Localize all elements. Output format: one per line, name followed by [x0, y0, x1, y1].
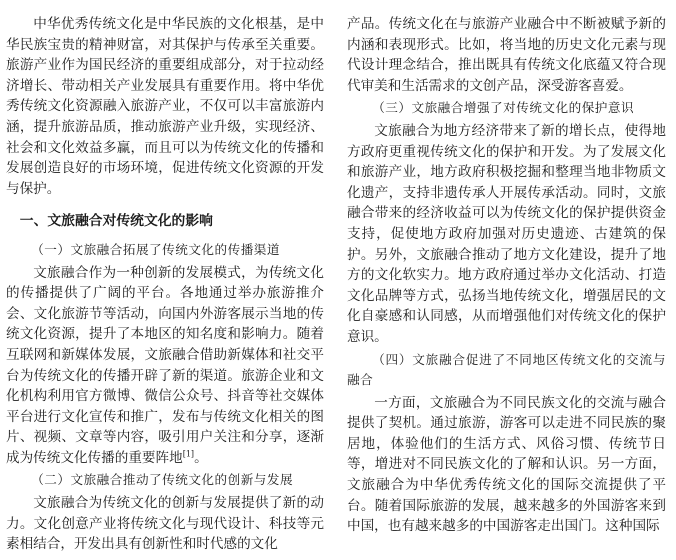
left-column — [6, 14, 324, 555]
paragraph-innovation: 文旅融合为传统文化的创新与发展提供了新的动力。文化创意产业将传统文化与现代设计、科技等元素相结合，开发出具有创新性和时代感的文化 — [6, 495, 324, 553]
right-column — [347, 14, 666, 537]
subsection-title-4: （四）文旅融合促进了不同地区传统文化的交流与融合 — [347, 351, 666, 388]
paragraph-dissemination — [6, 263, 324, 469]
subsection-title-3: （三）文旅融合增强了对传统文化的保护意识 — [372, 100, 635, 116]
subsection-title-2: （二）文旅融合推动了传统文化的创新与发展 — [31, 472, 294, 488]
subsection-title-1: （一）文旅融合拓展了传统文化的传播渠道 — [31, 241, 280, 257]
paragraph-protection: 文旅融合为地方经济带来了新的增长点，使得地方政府更重视传统文化的保护和开发。为了发展文化和旅游产业，地方政府积极挖掘和整理当地非物质文化遗产，支持非遗传承人开展传承活动。同时，文旅融合带来的经济收益可以为传统文化的保护提供资金支持，促使地方政府加强对历史遗迹、古建筑的保护。另外，文旅融合推动了地方文化建设，提升了地方的文化软实力。地方政府通过举办文化活动、打造文化品牌等方式，弘扬当地传统文化，增强居民的文化自豪感和认同感，从而增强他们对传统文化的保护意识。 — [347, 122, 666, 345]
paragraph-exchange: 一方面，文旅融合为不同民族文化的交流与融合提供了契机。通过旅游，游客可以走进不同民族的聚居地，体验他们的生活方式、风俗习惯、传统节日等，增进对不同民族文化的了解和认识。另一方面，文旅融合为中华优秀传统文化的国际交流提供了平台。随着国际旅游的发展，越来越多的外国游客来到中国，也有越来越多的中国游客走出国门。这种国际 — [347, 394, 666, 535]
paragraph-intro: 中华优秀传统文化是中华民族的文化根基，是中华民族宝贵的精神财富，对其保护与传承至关重要。旅游产业作为国民经济的重要组成部分，对于拉动经济增长、带动相关产业发展具有重要作用。将中华优秀传统文化资源融入旅游产业，不仅可以丰富旅游内涵，提升旅游品质，推动旅游产业升级，实现经济、社会和文化效益多赢，而且可以为传统文化的传播和发展创造良好的市场环境，促进传统文化资源的开发与保护。 — [6, 16, 324, 197]
paragraph-dissemination-text: 文旅融合作为一种创新的发展模式，为传统文化的传播提供了广阔的平台。各地通过举办旅游推介会、文化旅游节等活动，向国内外游客展示当地的传统文化资源，提升了本地区的知名度和影响力。随着互联网和新媒体发展，文旅融合借助新媒体和社交平台为传统文化的传播开辟了新的渠道。旅游企业和文化机构利用官方微博、微信公众号、抖音等社交媒体平台进行文化宣传和推广，发布与传统文化相关的图片、视频、文章等内容，吸引用户关注和分享，逐渐成为传统文化传播的重要阵地 — [6, 264, 324, 466]
paragraph-dissemination-end: 。 — [194, 449, 208, 466]
section-title: 一、文旅融合对传统文化的影响 — [19, 213, 213, 230]
citation-ref: [1] — [182, 449, 195, 459]
paragraph-innovation-continued: 产品。传统文化在与旅游产业融合中不断被赋予新的内涵和表现形式。比如，将当地的历史文化元素与现代设计理念结合，推出既具有传统文化底蕴又符合现代审美和生活需求的文创产品，深受游客喜爱。 — [347, 16, 666, 94]
